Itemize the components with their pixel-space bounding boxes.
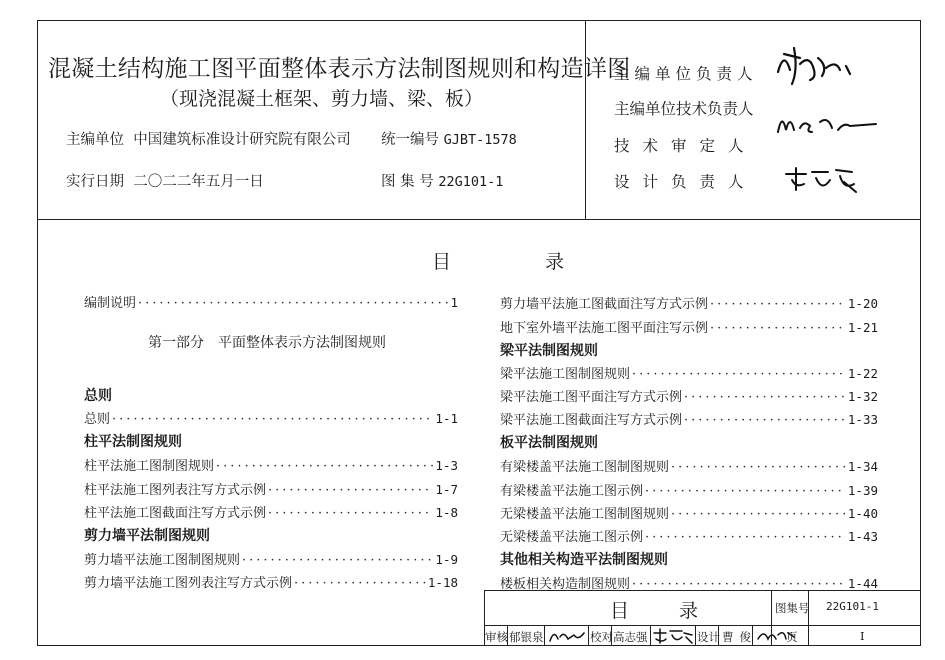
dot-leader — [710, 321, 846, 336]
dot-leader — [710, 297, 846, 312]
dot-leader — [268, 506, 433, 521]
dot-leader — [216, 459, 433, 474]
title-block-divider — [484, 625, 921, 626]
proof-label: 校对 — [590, 630, 613, 644]
toc-entry[interactable]: 剪力墙平法施工图列表注写方式示例 ····· 1-18 — [84, 572, 458, 591]
role-chief-tech: 主编单位技术负责人 — [614, 100, 754, 118]
atlas-no-row — [381, 170, 503, 191]
editor-unit-label: 主编单位 — [66, 132, 124, 148]
title-block-divider — [808, 590, 809, 646]
dot-leader — [294, 576, 426, 591]
effective-date-value: 二〇二二年五月一日 — [133, 174, 264, 190]
dot-leader — [138, 296, 448, 311]
toc-entry[interactable]: 柱平法施工图列表注写方式示例 ····· 1-7 — [84, 479, 458, 498]
title-block-divider — [588, 625, 589, 646]
unified-no-value: GJBT-1578 — [443, 132, 517, 148]
dot-leader — [268, 483, 433, 498]
page-number: I — [860, 629, 865, 643]
title-block-divider — [650, 625, 651, 646]
reviewer-signature — [548, 627, 586, 645]
atlas-no-value: 22G101-1 — [826, 600, 879, 613]
designer-name: 曹俊 — [722, 630, 757, 644]
toc-entry[interactable]: 楼板相关构造制图规则 ····· 1-44 — [500, 573, 878, 592]
toc-entry[interactable]: 剪力墙平法施工图制图规则 ····· 1-9 — [84, 549, 458, 568]
section-heading: 柱平法制图规则 — [84, 434, 182, 450]
effective-date-label: 实行日期 — [66, 174, 124, 190]
dot-leader — [671, 460, 846, 475]
dot-leader — [112, 412, 433, 427]
section-heading: 其他相关构造平法制图规则 — [500, 552, 668, 568]
review-label: 审核 — [485, 630, 508, 644]
atlas-no-value: 22G101-1 — [438, 174, 504, 190]
signature-chief-tech — [772, 102, 882, 142]
part-heading: 第一部分 平面整体表示方法制图规则 — [148, 335, 386, 351]
design-label: 设计 — [697, 630, 720, 644]
document-title: 混凝土结构施工图平面整体表示方法制图规则和构造详图 — [48, 56, 631, 82]
dot-leader — [242, 553, 433, 568]
signature-design-lead — [782, 162, 862, 196]
title-block-divider — [544, 625, 545, 646]
toc-entry[interactable]: 剪力墙平法施工图截面注写方式示例 ····· 1-20 — [500, 293, 878, 312]
page-label: 页 — [786, 630, 798, 644]
toc-entry[interactable]: 柱平法施工图制图规则 ····· 1-3 — [84, 455, 458, 474]
toc-entry[interactable]: 无梁楼盖平法施工图制图规则 ····· 1-40 — [500, 503, 878, 522]
document-subtitle: （现浇混凝土框架、剪力墙、梁、板） — [160, 88, 484, 110]
toc-entry[interactable]: 无梁楼盖平法施工图示例 ····· 1-43 — [500, 526, 878, 545]
reviewer-name: 郁银泉 — [509, 630, 544, 644]
editor-unit-value: 中国建筑标准设计研究院有限公司 — [133, 132, 351, 148]
toc-entry[interactable]: 编制说明 ····· 1 — [84, 292, 458, 311]
toc-entry[interactable]: 梁平法施工图截面注写方式示例 ····· 1-33 — [500, 409, 878, 428]
toc-entry[interactable]: 地下室外墙平法施工图平面注写示例 ····· 1-21 — [500, 317, 878, 336]
toc-entry[interactable]: 总则 ····· 1-1 — [84, 408, 458, 427]
section-heading: 总则 — [84, 388, 112, 404]
role-tech-review: 技术审定人 — [614, 137, 757, 155]
toc-entry[interactable]: 梁平法施工图制图规则 ····· 1-22 — [500, 363, 878, 382]
title-block-title: 目 录 — [610, 600, 721, 622]
signature-chief-unit — [770, 40, 860, 90]
toc-entry[interactable]: 柱平法施工图截面注写方式示例 ····· 1-8 — [84, 502, 458, 521]
dot-leader — [671, 507, 846, 522]
section-heading: 板平法制图规则 — [500, 435, 598, 451]
dot-leader — [645, 530, 846, 545]
header-divider — [37, 219, 921, 220]
unified-no-row — [381, 128, 517, 149]
section-heading: 梁平法制图规则 — [500, 343, 598, 359]
proofreader-name: 高志强 — [613, 630, 648, 644]
role-chief-unit: 主编单位负责人 — [614, 65, 758, 83]
proofreader-signature — [652, 627, 694, 645]
editor-unit-row — [66, 128, 351, 149]
dot-leader — [632, 367, 846, 382]
atlas-no-label: 图集号 — [775, 601, 810, 615]
dot-leader — [684, 390, 846, 405]
toc-title: 目 录 — [432, 251, 609, 273]
effective-date-row — [66, 170, 264, 191]
toc-entry[interactable]: 有梁楼盖平法施工图制图规则 ····· 1-34 — [500, 456, 878, 475]
unified-no-label: 统一编号 — [381, 132, 439, 148]
role-design-lead: 设计负责人 — [614, 173, 757, 191]
dot-leader — [645, 484, 846, 499]
section-heading: 剪力墙平法制图规则 — [84, 528, 210, 544]
dot-leader — [684, 413, 846, 428]
toc-entry[interactable]: 有梁楼盖平法施工图示例 ····· 1-39 — [500, 480, 878, 499]
toc-entry[interactable]: 梁平法施工图平面注写方式示例 ····· 1-32 — [500, 386, 878, 405]
atlas-no-label: 图 集 号 — [381, 174, 434, 190]
title-block-divider — [695, 625, 696, 646]
